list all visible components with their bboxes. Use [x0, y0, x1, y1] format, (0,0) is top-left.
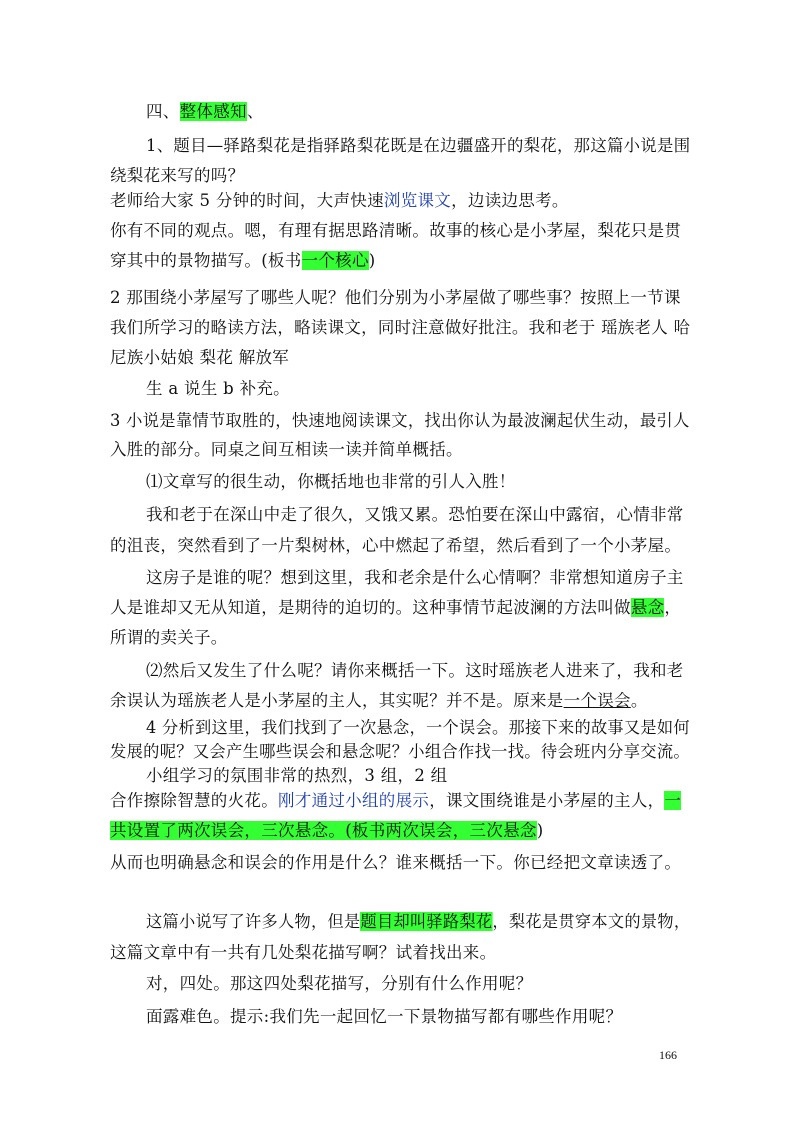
q3-paragraph-2-line-2: 的沮丧，突然看到了一片梨树林，心中燃起了希望，然后看到了一个小茅屋。 [110, 536, 682, 555]
q5-text: 这篇小说写了许多人物，但是 [146, 912, 361, 931]
highlight-one-core: 一个核心 [301, 251, 369, 270]
q3-text: 人是谁却又无从知道，是期待的迫切的。这种事情节起波澜的方法叫做 [110, 598, 631, 617]
heading-highlight: 整体感知 [179, 102, 247, 121]
q4-text: ，课文围绕谁是小茅屋的主人， [429, 791, 665, 810]
q5-line-2: 这篇文章中有一共有几处梨花描写啊？试着找出来。 [110, 943, 497, 962]
q1-line-5 [110, 250, 376, 272]
q3-text: 余误认为瑶族老人是小茅屋的主人，其实呢？并不是。原来是 [110, 691, 564, 710]
q4-line-5 [110, 820, 544, 842]
q2-line-4: 生 a 说生 b 补充。 [146, 379, 290, 398]
q3-text: ， [664, 598, 682, 617]
highlight-suspense: 悬念 [630, 598, 665, 617]
group-display-link[interactable]: 刚才通过小组的展示 [278, 791, 430, 810]
q1-line-3 [110, 190, 569, 212]
q4-text: 合作擦除智慧的火花。 [110, 791, 278, 810]
q3-paragraph-1: ⑴文章写的很生动，你概括地也非常的引人入胜！ [146, 472, 516, 491]
q3-paragraph-4-line-2 [110, 690, 648, 712]
q4-line-3: 小组学习的氛围非常的热烈，3 组，2 组 [146, 766, 448, 785]
section-heading [146, 101, 264, 123]
q5-line-4: 面露难色。提示:我们先一起回忆一下景物描写都有哪些作用呢？ [146, 1007, 623, 1026]
q3-paragraph-3-line-3: 所谓的卖关子。 [110, 628, 228, 647]
q3-paragraph-2-line-1: 我和老于在深山中走了很久，又饿又累。恐怕要在深山中露宿，心情非常 [146, 505, 684, 524]
q1-text: ，边读边思考。 [451, 191, 569, 210]
q4-line-4 [110, 790, 681, 812]
q4-line-1: 4 分析到这里，我们找到了一次悬念，一个误会。那接下来的故事又是如何 [146, 718, 690, 737]
q5-line-1 [146, 911, 690, 933]
q2-line-3: 尼族小姑娘 梨花 解放军 [110, 348, 290, 367]
q1-line-4: 你有不同的观点。嗯，有理有据思路清晰。故事的核心是小茅屋，梨花只是贯 [110, 221, 682, 240]
heading-prefix: 四、 [146, 102, 180, 121]
highlight-two-misunderstandings-start: 一 [664, 791, 682, 810]
q1-text: ) [368, 251, 376, 270]
q5-text: ，梨花是贯穿本文的景物， [492, 912, 691, 931]
q3-text: 。 [630, 691, 648, 710]
q3-paragraph-3-line-2 [110, 597, 681, 619]
q3-paragraph-4-line-1: ⑵然后又发生了什么呢？请你来概括一下。这时瑶族老人进来了，我和老 [146, 661, 684, 680]
q4-text: ) [536, 821, 544, 840]
browse-text-link[interactable]: 浏览课文 [383, 191, 452, 210]
q1-line-1: 1、题目—驿路梨花是指驿路梨花既是在边疆盛开的梨花，那这篇小说是围 [146, 136, 691, 155]
q3-paragraph-3-line-1: 这房子是谁的呢？想到这里，我和老余是什么心情啊？非常想知道房子主 [146, 568, 684, 587]
underline-misunderstanding: 一个误会 [563, 691, 631, 710]
q3-line-2: 入胜的部分。同桌之间互相读一读并简单概括。 [110, 440, 463, 459]
highlight-two-misunderstandings: 共设置了两次误会，三次悬念。(板书两次误会，三次悬念 [110, 821, 537, 840]
q4-line-6: 从而也明确悬念和误会的作用是什么？谁来概括一下。你已经把文章读透了。 [110, 853, 682, 872]
q2-line-1: 2 那围绕小茅屋写了哪些人呢？他们分别为小茅屋做了哪些事？按照上一节课 [110, 288, 681, 307]
page-number: 166 [659, 1048, 677, 1062]
q1-line-2: 绕梨花来写的吗？ [110, 166, 245, 185]
q4-line-2: 发展的呢？又会产生哪些误会和悬念呢？小组合作找一找。待会班内分享交流。 [110, 742, 691, 761]
q1-text: 老师给大家 5 分钟的时间，大声快速 [110, 191, 384, 210]
q2-line-2: 我们所学习的略读方法，略读课文，同时注意做好批注。我和老于 瑶族老人 哈 [110, 318, 691, 337]
q1-text: 穿其中的景物描写。(板书 [110, 251, 302, 270]
heading-suffix: 、 [246, 102, 264, 121]
q3-line-1: 3 小说是靠情节取胜的，快速地阅读课文，找出你认为最波澜起伏生动，最引人 [110, 411, 690, 430]
highlight-title-pear-blossom: 题目却叫驿路梨花 [360, 912, 493, 931]
q5-line-3: 对，四处。那这四处梨花描写，分别有什么作用呢？ [146, 974, 533, 993]
